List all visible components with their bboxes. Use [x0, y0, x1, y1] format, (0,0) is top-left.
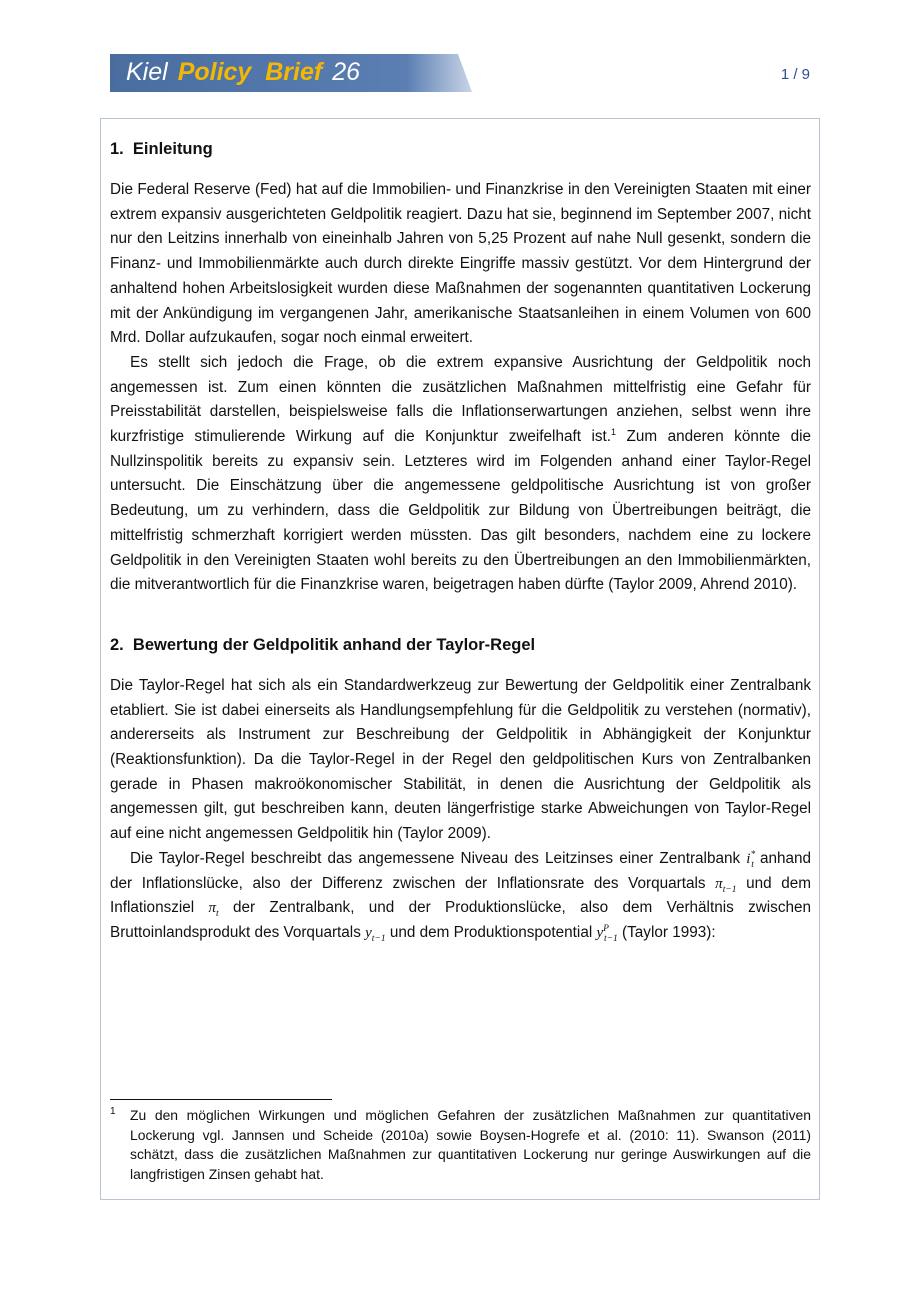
math-inflation-previous-quarter: [715, 875, 737, 895]
footnote-separator: [110, 1099, 332, 1100]
math-pi2-sub: t: [216, 909, 219, 920]
section-2-paragraph-2-text-4: der Zentralbank, und der Produktionslücke, also dem Verhältnis zwischen Bruttoinlandsprodukt des Vorquartals: [110, 899, 812, 941]
section-2-paragraph-2-text-2: anhand der Inflationslücke, also der Differenz zwischen der Inflationsrate des Vorquartals: [110, 849, 812, 892]
title-issue-number: 26: [332, 58, 360, 86]
section-1-paragraph-1: Die Federal Reserve (Fed) hat auf die Immobilien- und Finanzkrise in den Vereinigten Staaten mit einer extrem expansiv ausgerichteten Geldpolitik reagiert. Dazu hat sie, beginnend im September 2007, nicht nur den Leitzins innerhalb von eineinhalb Jahren von 5,25 Prozent auf nahe Null gesenkt, sondern die Finanz- und Immobilienmärkte auch durch direkte Eingriffe massiv gestützt. Vor dem Hintergrund der anhaltend hohen Arbeitslosigkeit wurden diese Maßnahmen der sogenannten quantitativen Lockerung mit der Ankündigung im vergangenen Jahr, amerikanische Staatsanleihen in einem Volumen von 600 Mrd. Dollar aufzukaufen, sogar noch einmal erweitert.: [110, 181, 811, 347]
section-2-paragraph-2: [110, 847, 811, 946]
header-banner: [110, 54, 472, 92]
title-kiel: Kiel: [126, 58, 168, 86]
footnote-1: [110, 1106, 811, 1184]
math-i-base: i: [746, 850, 751, 867]
footnote-reference-1[interactable]: 1: [611, 426, 617, 437]
section-2-paragraph-1: Die Taylor-Regel hat sich als ein Standardwerkzeug zur Bewertung der Geldpolitik einer Zentralbank etabliert. Sie ist dabei einerseits als Handlungsempfehlung für die Geldpolitik zu verstehen (normativ), andererseits als Instrument zur Beschreibung der Geldpolitik in Abhängigkeit der Konjunktur (Reaktionsfunktion). Da die Taylor-Regel in der Regel den geldpolitischen Kurs von Zentralbanken gerade in Phasen makroökonomischer Stabilität, in denen die Ausrichtung der Geldpolitik als angemessen gilt, gut beschreiben kann, deuten längerfristige starke Abweichungen von Taylor-Regel auf eine nicht angemessen Geldpolitik hin (Taylor 2009).: [110, 676, 811, 843]
page-number: 1 / 9: [780, 66, 810, 83]
section-2-paragraph-2-text-6: (Taylor 1993):: [617, 923, 716, 941]
section-2-paragraph-2-text-5: und dem Produktionspotential: [385, 923, 597, 941]
math-i-sub: t: [751, 859, 754, 870]
footnote-1-text: Zu den möglichen Wirkungen und möglichen Gefahren der zusätzlichen Maßnahmen zur quantitativen Lockerung vgl. Jannsen und Scheide (2010a) sowie Boysen-Hogrefe et al. (2010: 11). Swanson (2011) schätzt, dass die zusätzlichen Maßnahmen zur quantitativen Lockerung nur geringe Auswirkungen auf die langfristigen Zinsen gehabt hat.: [130, 1107, 811, 1182]
section-1-paragraph-2: [110, 351, 811, 598]
main-content: [110, 136, 811, 946]
section-2-paragraph-2-text-1: Die Taylor-Regel beschreibt das angemessene Niveau des Leitzinses einer Zentralbank: [130, 849, 747, 867]
footnote-1-mark: 1: [110, 1106, 116, 1117]
title-policy-brief: Policy Brief: [177, 58, 323, 86]
math-inflation-target: [208, 900, 219, 920]
math-y2-sub: t−1: [603, 933, 618, 944]
math-potential-output: [596, 923, 618, 944]
math-pi2-base: π: [208, 900, 217, 917]
math-i-sup: *: [750, 849, 756, 860]
math-y2-base: y: [596, 924, 604, 941]
math-y1-base: y: [365, 924, 372, 941]
section-1-paragraph-2-part-a: Es stellt sich jedoch die Frage, ob die extrem expansive Ausrichtung der Geldpolitik noch angemessen ist. Zum einen könnten die zusätzlichen Maßnahmen mittelfristig eine Gefahr für Preisstabilität darstellen, beispielsweise falls die Inflationserwartungen anziehen, selbst wenn ihre kurzfristige stimulierende Wirkung auf die Konjunktur zweifelhaft ist.: [110, 353, 811, 446]
math-interest-rate-target: [746, 849, 756, 870]
section-1-heading: 1. Einleitung: [110, 140, 213, 158]
math-y1-sub: t−1: [371, 933, 386, 944]
math-gdp-previous-quarter: [365, 924, 386, 944]
section-2-heading: 2. Bewertung der Geldpolitik anhand der Taylor-Regel: [110, 635, 536, 654]
publication-title: [126, 57, 360, 87]
math-pi1-sub: t−1: [722, 884, 737, 895]
section-2-paragraph-2-text-3: und dem Inflationsziel: [110, 874, 812, 917]
section-1-paragraph-2-part-b: Zum anderen könnte die Nullzinspolitik bereits zu expansiv sein. Letzteres wird im Folgenden anhand einer Taylor-Regel untersucht. Die Einschätzung über die angemessene geldpolitische Ausrichtung ist von großer Bedeutung, um zu verhindern, dass die Geldpolitik zur Bildung von Übertreibungen beiträgt, die mittelfristig schmerzhaft korrigiert werden müssten. Das gilt besonders, nachdem eine zu lockere Geldpolitik in den Vereinigten Staaten wohl bereits zu den Übertreibungen an den Immobilienmärkten, die mitverantwortlich für die Finanzkrise waren, beigetragen haben dürfte (Taylor 2009, Ahrend 2010).: [110, 428, 811, 594]
math-y2-sup: P: [603, 923, 609, 934]
math-pi1-base: π: [715, 875, 723, 892]
